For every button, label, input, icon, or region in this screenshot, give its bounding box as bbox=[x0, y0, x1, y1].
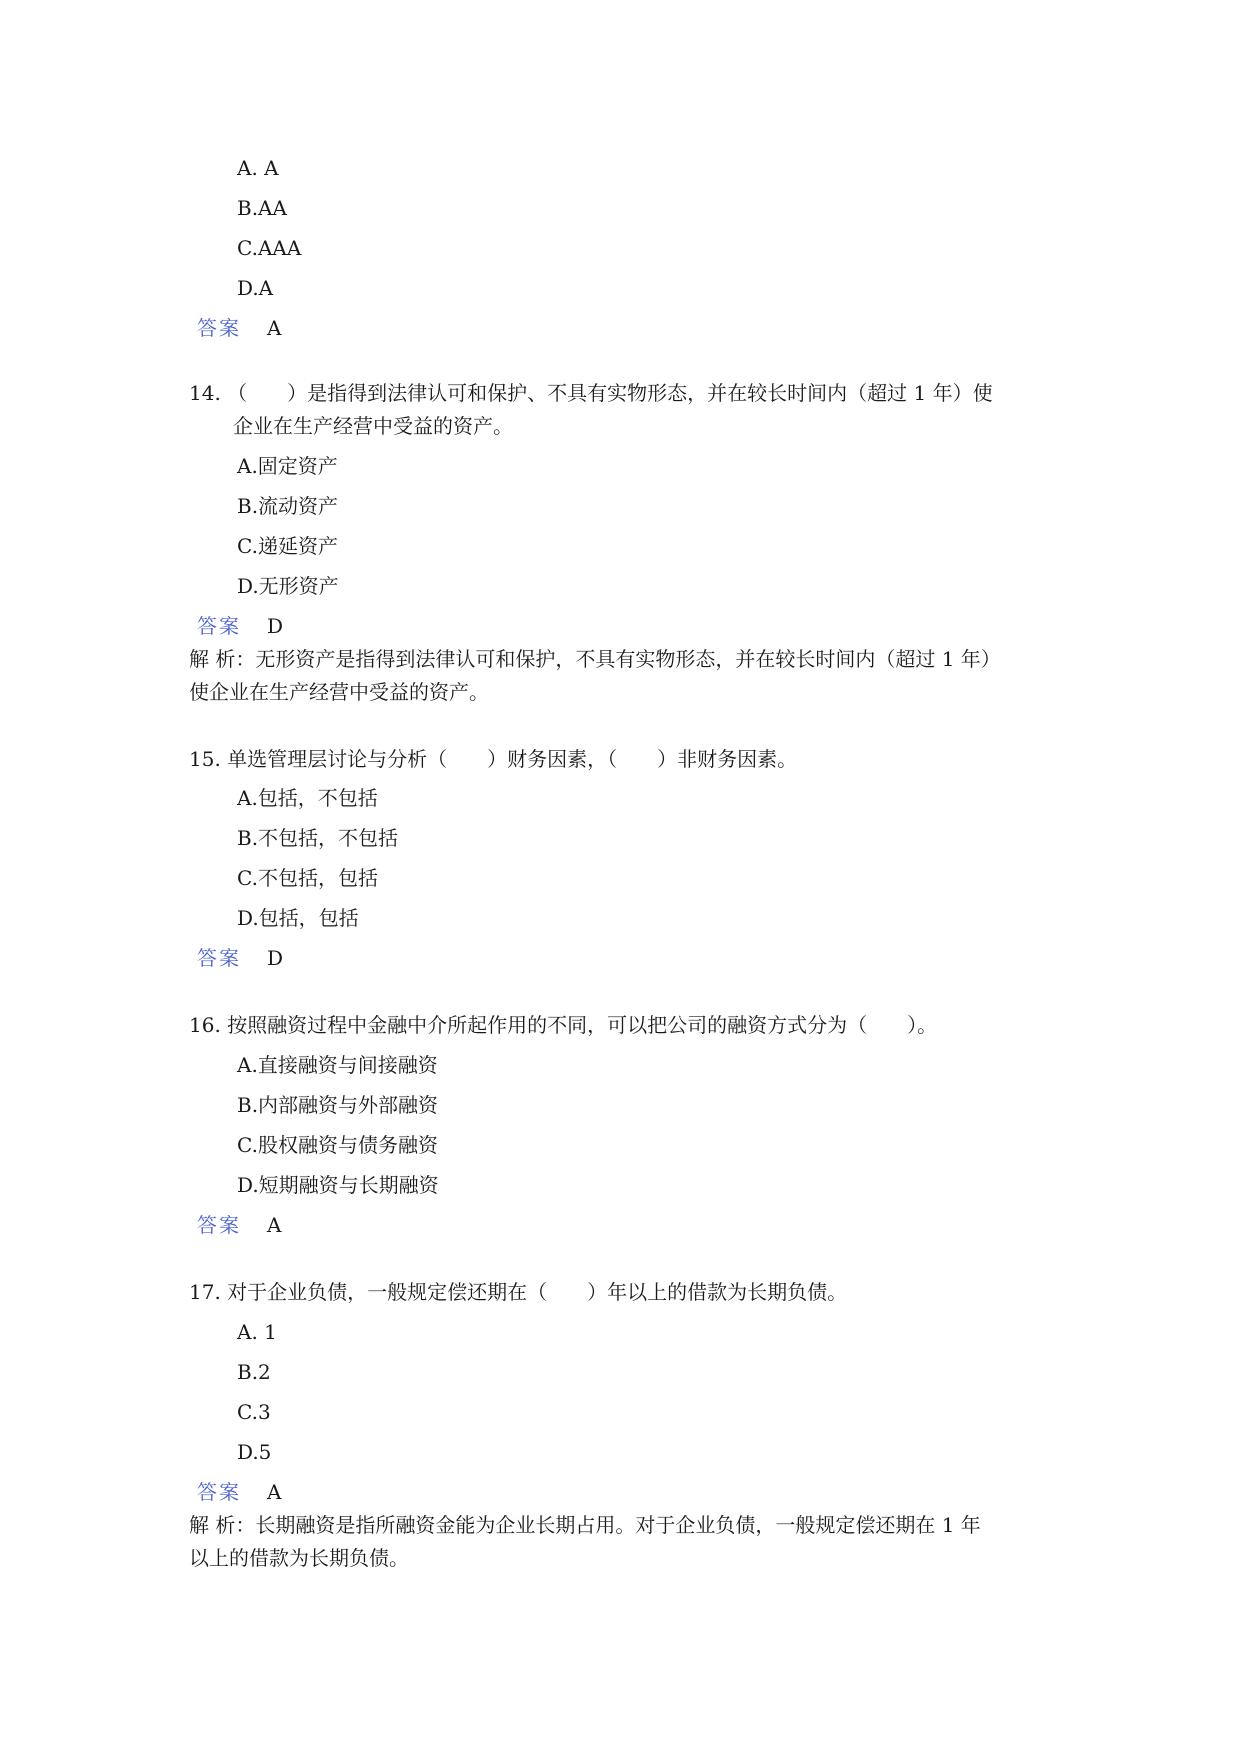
explanation: 解 析：无形资产是指得到法律认可和保护，不具有实物形态，并在较长时间内（超过 1 年） bbox=[189, 647, 1001, 671]
question-16-stem: 16. 按照融资过程中金融中介所起作用的不同，可以把公司的融资方式分为（ ）。 bbox=[189, 1013, 938, 1037]
option-b: B.2 bbox=[237, 1360, 271, 1384]
answer-value: A bbox=[267, 1480, 282, 1504]
option-c: C.递延资产 bbox=[237, 534, 338, 558]
option-c: C.不包括，包括 bbox=[237, 866, 378, 890]
answer-value: A bbox=[267, 316, 282, 340]
answer-label: 答案 bbox=[197, 1480, 241, 1504]
explanation-cont: 以上的借款为长期负债。 bbox=[189, 1546, 409, 1570]
option-b: B.AA bbox=[237, 196, 287, 220]
option-a: A.固定资产 bbox=[237, 454, 338, 478]
explanation-cont: 使企业在生产经营中受益的资产。 bbox=[189, 680, 489, 704]
option-b: B.不包括，不包括 bbox=[237, 826, 399, 850]
answer-line bbox=[197, 1478, 281, 1506]
answer-line bbox=[197, 612, 283, 640]
option-a: A.直接融资与间接融资 bbox=[237, 1053, 438, 1077]
answer-label: 答案 bbox=[197, 946, 241, 970]
option-c: C.股权融资与债务融资 bbox=[237, 1133, 438, 1157]
question-14-stem: 14. （ ）是指得到法律认可和保护、不具有实物形态，并在较长时间内（超过 1 年）使 bbox=[189, 381, 993, 405]
answer-value: A bbox=[267, 1213, 282, 1237]
explanation: 解 析：长期融资是指所融资金能为企业长期占用。对于企业负债，一般规定偿还期在 1 年 bbox=[189, 1513, 981, 1537]
question-15-stem: 15. 单选管理层讨论与分析（ ）财务因素，（ ）非财务因素。 bbox=[189, 747, 798, 771]
answer-value: D bbox=[267, 946, 284, 970]
answer-line bbox=[197, 314, 281, 342]
option-d: D.5 bbox=[237, 1440, 272, 1464]
option-c: C.AAA bbox=[237, 236, 302, 260]
option-b: B.流动资产 bbox=[237, 494, 339, 518]
option-d: D.无形资产 bbox=[237, 574, 339, 598]
option-d: D.A bbox=[237, 276, 274, 300]
question-17-stem: 17. 对于企业负债，一般规定偿还期在（ ）年以上的借款为长期负债。 bbox=[189, 1280, 848, 1304]
answer-value: D bbox=[267, 614, 284, 638]
option-b: B.内部融资与外部融资 bbox=[237, 1093, 439, 1117]
answer-line bbox=[197, 944, 283, 972]
answer-label: 答案 bbox=[197, 1213, 241, 1237]
option-d: D.包括，包括 bbox=[237, 906, 359, 930]
answer-line bbox=[197, 1211, 281, 1239]
option-c: C.3 bbox=[237, 1400, 271, 1424]
question-14-stem-cont: 企业在生产经营中受益的资产。 bbox=[233, 414, 513, 438]
option-a: A. 1 bbox=[237, 1320, 277, 1344]
answer-label: 答案 bbox=[197, 316, 241, 340]
answer-label: 答案 bbox=[197, 614, 241, 638]
option-a: A. A bbox=[237, 156, 279, 180]
option-d: D.短期融资与长期融资 bbox=[237, 1173, 439, 1197]
option-a: A.包括，不包括 bbox=[237, 786, 378, 810]
